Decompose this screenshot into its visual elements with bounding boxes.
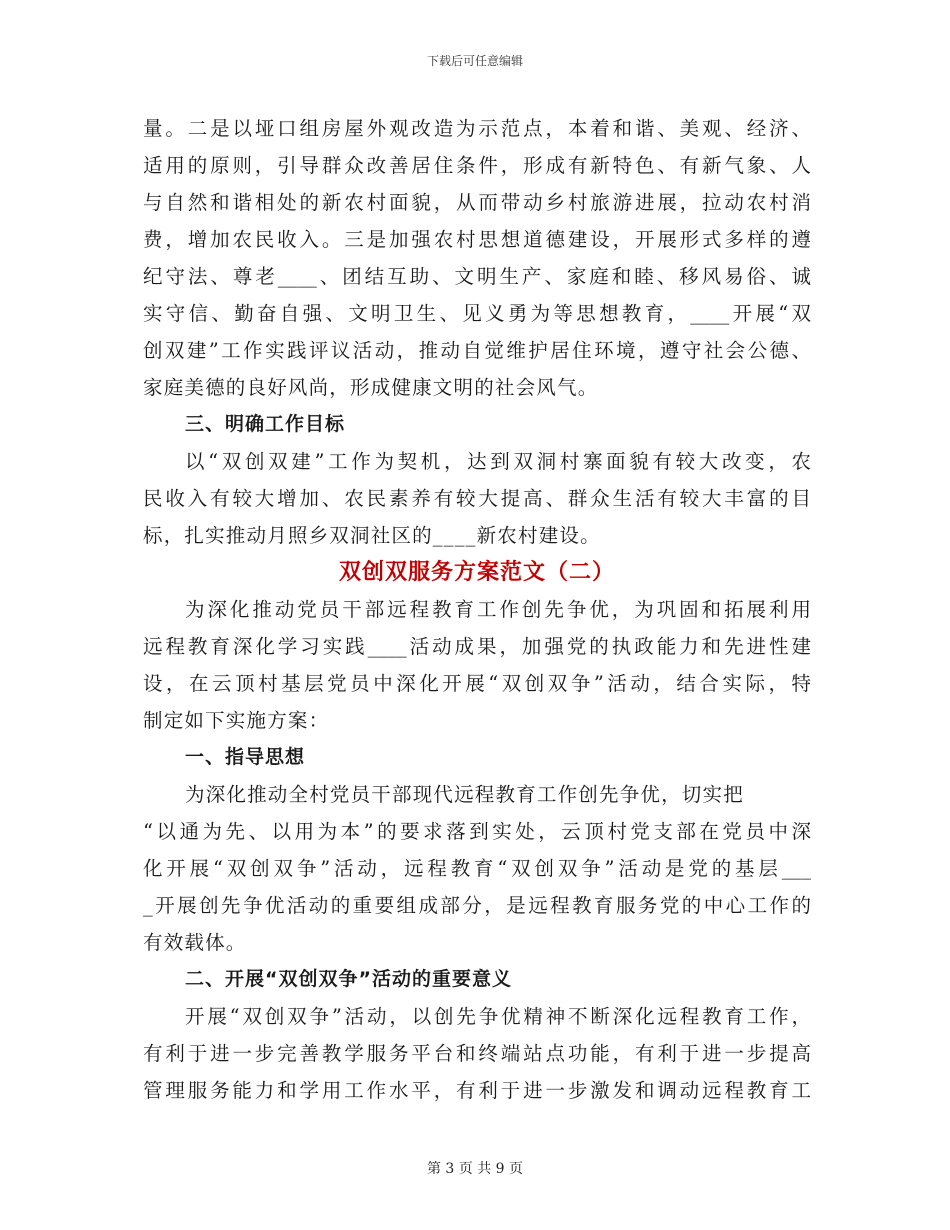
text-line: 远程教育深化学习实践____活动成果，加强党的执政能力和先进性建 xyxy=(143,635,811,658)
text-line: 管理服务能力和学用工作水平，有利于进一步激发和调动远程教育工 xyxy=(143,1079,811,1102)
text-line: 家庭美德的良好风尚，形成健康文明的社会风气。 xyxy=(143,376,599,399)
section-title: 双创双服务方案范文（二） xyxy=(338,559,615,585)
section-heading: 一、指导思想 xyxy=(185,746,306,768)
text-line: 制定如下实施方案： xyxy=(143,709,330,732)
text-line: “以通为先、以用为本”的要求落到实处，云顶村党支部在党员中深 xyxy=(143,820,811,843)
text-line: 开展“双创双争”活动，以创先争优精神不断深化远程教育工作， xyxy=(185,1005,811,1028)
document-body xyxy=(143,110,811,1109)
text-line: 实守信、勤奋自强、文明卫生、见义勇为等思想教育，____开展“双 xyxy=(143,302,811,325)
text-line: 化开展“双创双争”活动，远程教育“双创双争”活动是党的基层___ xyxy=(143,857,811,880)
text-line: 纪守法、尊老____、团结互助、文明生产、家庭和睦、移风易俗、诚 xyxy=(143,265,811,288)
text-line: 创双建”工作实践评议活动，推动自觉维护居住环境，遵守社会公德、 xyxy=(143,339,811,362)
page-footer: 第 3 页 共 9 页 xyxy=(426,1161,524,1177)
text-line: 与自然和谐相处的新农村面貌，从而带动乡村旅游进展，拉动农村消 xyxy=(143,191,811,214)
text-line: 为深化推动党员干部远程教育工作创先争优，为巩固和拓展利用 xyxy=(185,598,811,621)
text-line: 以“双创双建”工作为契机，达到双洞村寨面貌有较大改变，农 xyxy=(185,450,811,473)
header-note: 下载后可任意编辑 xyxy=(426,54,523,68)
text-line: 量。二是以垭口组房屋外观改造为示范点，本着和谐、美观、经济、 xyxy=(143,117,811,140)
section-heading: 三、明确工作目标 xyxy=(185,413,346,435)
text-line: 有利于进一步完善教学服务平台和终端站点功能，有利于进一步提高 xyxy=(143,1042,811,1065)
text-line: 设，在云顶村基层党员中深化开展“双创双争”活动，结合实际，特 xyxy=(143,672,811,695)
text-line: 民收入有较大增加、农民素养有较大提高、群众生活有较大丰富的目 xyxy=(143,487,811,510)
text-line: _开展创先争优活动的重要组成部分，是远程教育服务党的中心工作的 xyxy=(143,894,811,917)
text-line: 有效载体。 xyxy=(143,931,247,954)
text-line: 适用的原则，引导群众改善居住条件，形成有新特色、有新气象、人 xyxy=(143,154,811,177)
text-line: 费，增加农民收入。三是加强农村思想道德建设，开展形式多样的遵 xyxy=(143,228,811,251)
text-line: 标，扎实推动月照乡双洞社区的____新农村建设。 xyxy=(143,524,601,547)
text-line: 为深化推动全村党员干部现代远程教育工作创先争优，切实把 xyxy=(185,783,744,806)
section-heading: 二、开展“双创双争”活动的重要意义 xyxy=(185,968,512,990)
